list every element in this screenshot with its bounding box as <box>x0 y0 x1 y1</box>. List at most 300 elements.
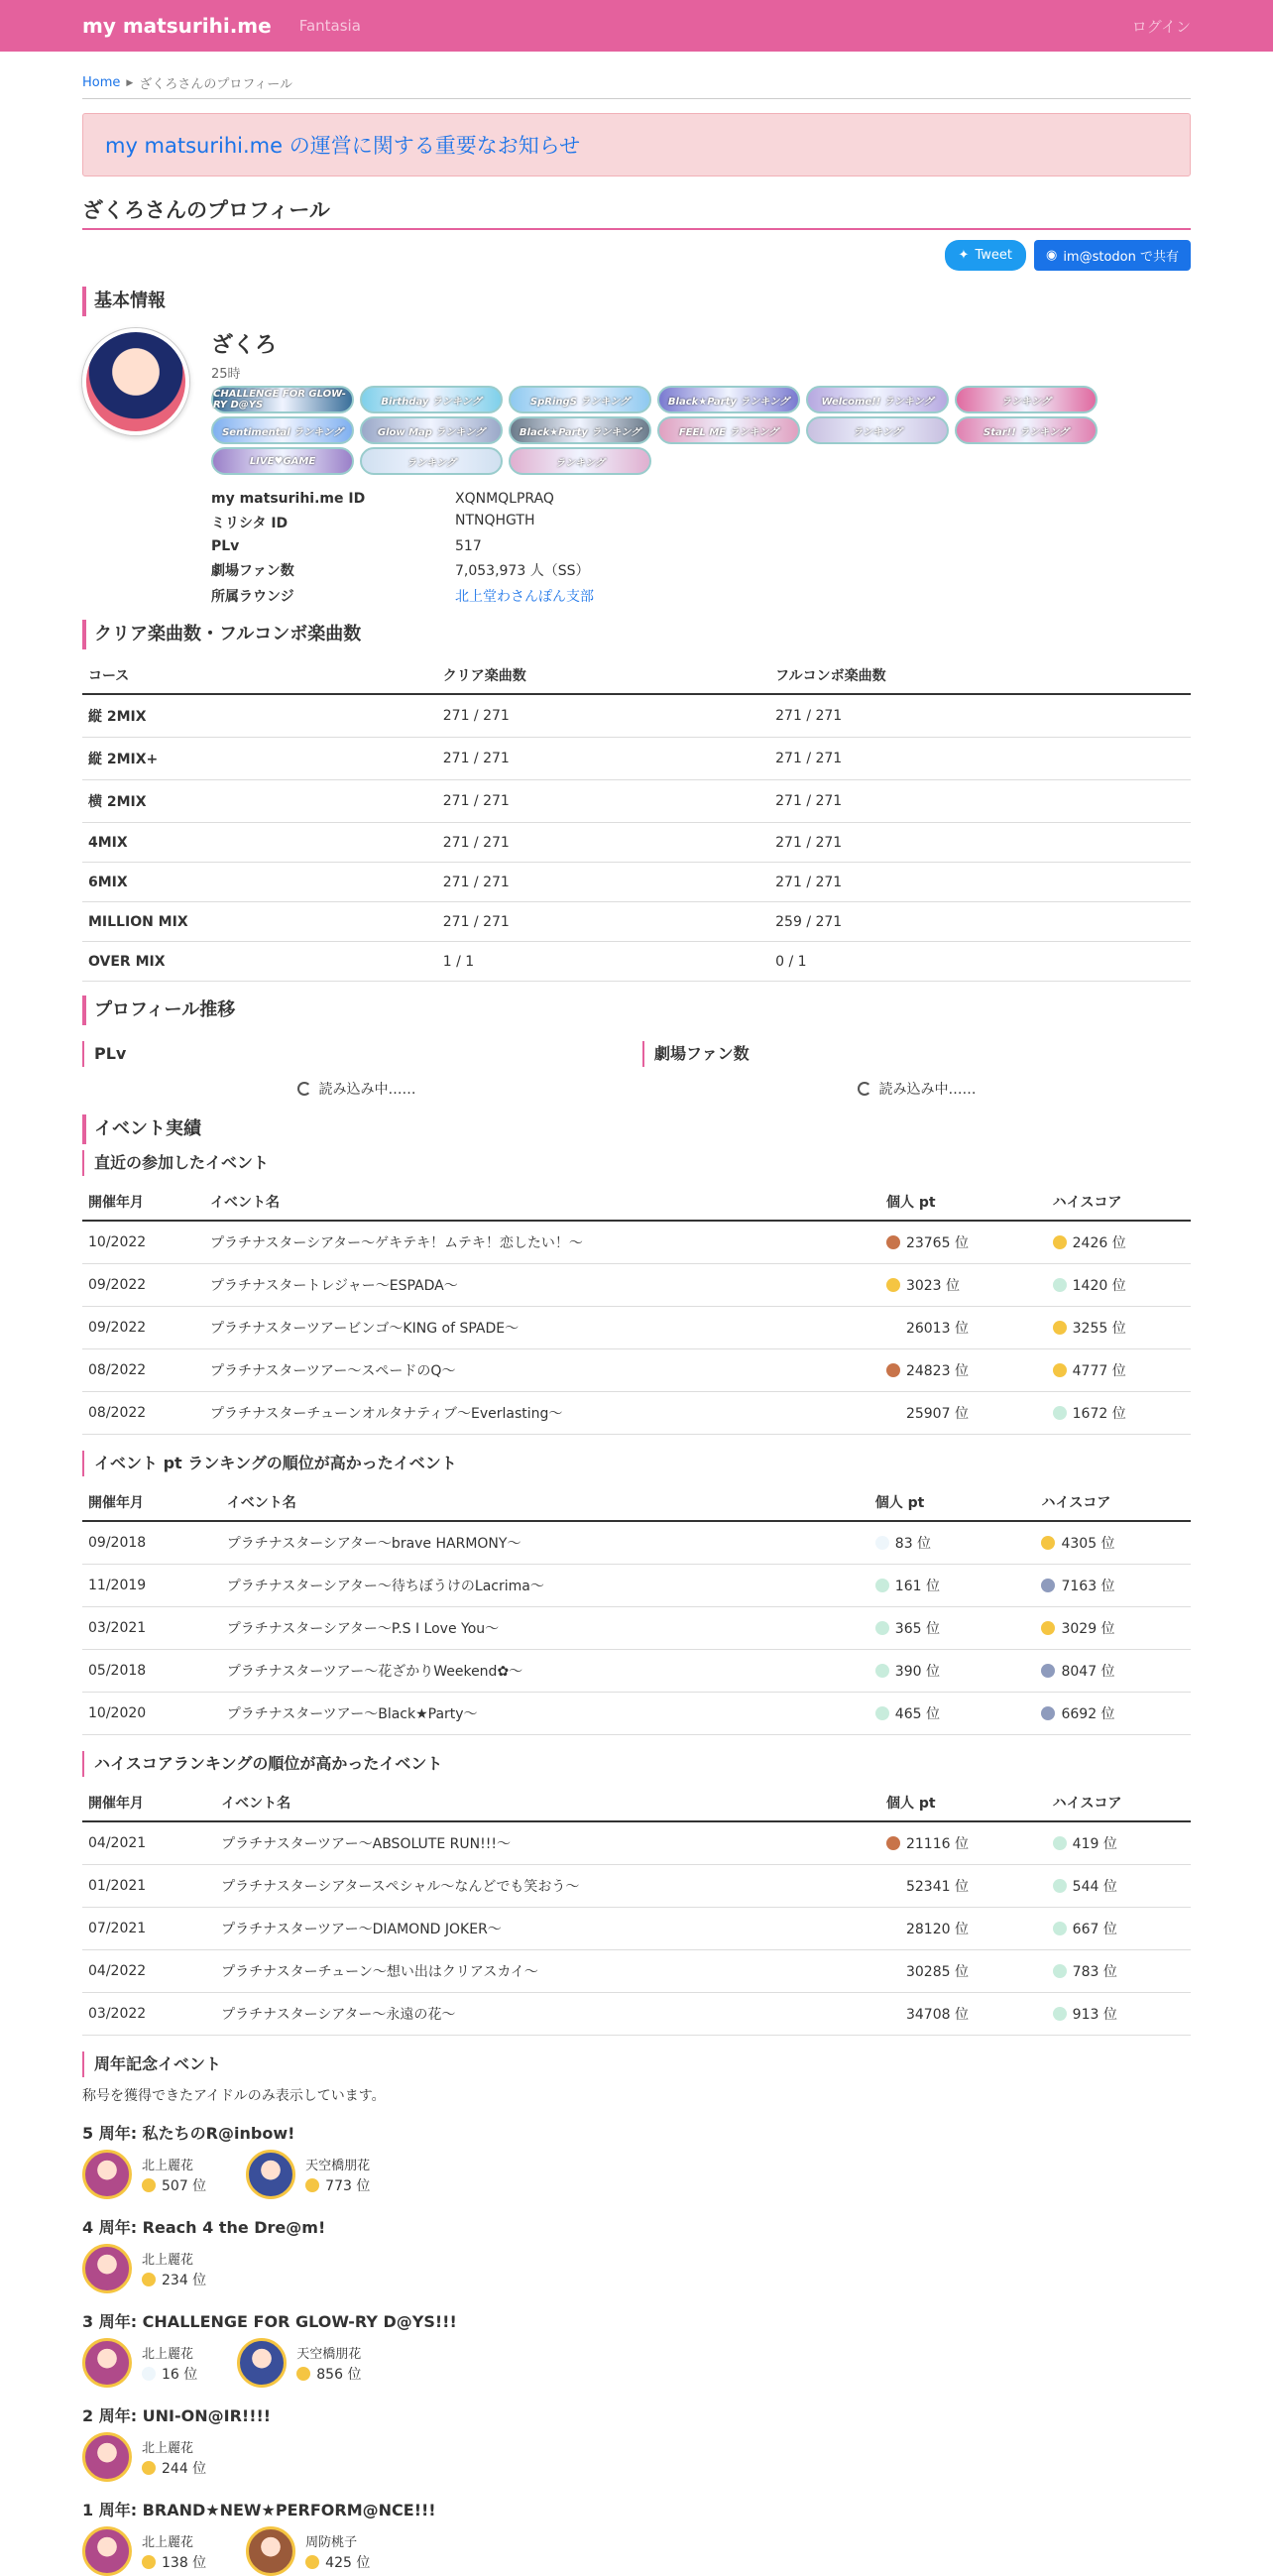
rank-value: 856 位 <box>316 2366 362 2383</box>
hs-rank-table <box>82 1785 1191 2036</box>
medal-icon <box>886 2007 900 2021</box>
rank-value: 21116 位 <box>905 1836 969 1852</box>
column-header: イベント名 <box>215 1785 880 1821</box>
profile-card <box>82 328 1191 606</box>
table-cell: 259 / 271 <box>769 902 1191 942</box>
pt-rank-table <box>82 1484 1191 1735</box>
rank-value: 25907 位 <box>905 1406 969 1422</box>
event-date: 03/2021 <box>82 1607 221 1650</box>
rank-cell <box>880 1307 1047 1349</box>
table-row <box>82 1565 1191 1607</box>
event-name-cell <box>221 1693 869 1735</box>
idol-item[interactable] <box>82 2150 206 2199</box>
column-header: 個人 pt <box>880 1184 1047 1221</box>
title-badge[interactable]: Sentimental ランキング <box>211 416 354 444</box>
fans-chart-heading: 劇場ファン数 <box>642 1041 1191 1067</box>
rank-cell <box>1035 1521 1191 1565</box>
rank-cell <box>880 1221 1047 1264</box>
medal-icon <box>886 1836 900 1850</box>
idol-rank <box>296 2364 361 2384</box>
rank-value: 24823 位 <box>905 1363 969 1379</box>
trend-charts <box>82 1041 1191 1099</box>
idol-avatar <box>237 2338 287 2388</box>
info-value: 7,053,973 人（SS） <box>455 563 590 579</box>
share-buttons <box>82 240 1191 271</box>
rank-value: 3023 位 <box>905 1278 961 1294</box>
table-row <box>82 1607 1191 1650</box>
event-link[interactable]: プラチナスターツアー〜DIAMOND JOKER〜 <box>221 1922 502 1937</box>
rank-cell <box>1035 1693 1191 1735</box>
medal-icon <box>886 1964 900 1978</box>
anniversary-title: 2 周年: UNI-ON@IR!!!! <box>82 2406 272 2425</box>
table-row <box>82 780 1191 823</box>
rank-value: 1672 位 <box>1072 1406 1126 1422</box>
recent-events-table <box>82 1184 1191 1435</box>
rank-value: 244 位 <box>162 2460 207 2477</box>
notice-link[interactable]: my matsurihi.me の運営に関する重要なお知らせ <box>105 134 581 158</box>
column-header: フルコンボ楽曲数 <box>769 657 1191 694</box>
rank-cell <box>1047 1221 1191 1264</box>
idol-text <box>142 2343 197 2384</box>
loading-text: 読み込み中…… <box>878 1082 977 1098</box>
rank-value: 6692 位 <box>1061 1706 1115 1722</box>
rank-value: 8047 位 <box>1061 1664 1115 1680</box>
idol-item[interactable] <box>82 2432 206 2482</box>
event-name-cell <box>204 1392 880 1435</box>
title-badge[interactable]: ランキング <box>806 416 949 444</box>
rank-cell <box>1047 1821 1191 1865</box>
idol-name: 天空橋朋花 <box>296 2346 362 2362</box>
rank-value: 419 位 <box>1072 1836 1117 1852</box>
idol-rank <box>142 2175 206 2195</box>
info-value: 517 <box>455 538 482 554</box>
medal-icon <box>875 1706 889 1720</box>
avatar <box>82 328 189 435</box>
idol-avatar <box>82 2338 132 2388</box>
table-cell: OVER MIX <box>82 942 437 982</box>
rank-value: 30285 位 <box>905 1964 969 1980</box>
table-cell: 6MIX <box>82 863 437 902</box>
event-link[interactable]: プラチナスターツアー〜スペードのQ〜 <box>209 1363 456 1379</box>
breadcrumb-current: ざくろさんのプロフィール <box>139 77 293 92</box>
title-badge[interactable]: CHALLENGE FOR GLOW-RY D@YS <box>211 386 354 413</box>
title-badge[interactable]: LIVE♥GAME <box>211 447 354 475</box>
column-header: イベント名 <box>204 1184 880 1221</box>
table-cell: 0 / 1 <box>769 942 1191 982</box>
rank-value: 465 位 <box>894 1706 940 1722</box>
event-name-cell <box>204 1349 880 1392</box>
medal-icon <box>142 2555 156 2569</box>
table-cell: 縦 2MIX <box>82 694 437 738</box>
idol-name: 北上麗花 <box>142 2534 194 2550</box>
table-row <box>82 1307 1191 1349</box>
table-row <box>82 1950 1191 1993</box>
rank-cell <box>880 1349 1047 1392</box>
table-cell: 4MIX <box>82 823 437 863</box>
medal-icon <box>305 2555 319 2569</box>
rank-value: 34708 位 <box>905 2007 969 2023</box>
idol-name: 北上麗花 <box>142 2346 194 2362</box>
medal-icon <box>1053 1406 1067 1420</box>
event-link[interactable]: プラチナスターツアー〜Black★Party〜 <box>226 1706 478 1722</box>
title-badge[interactable]: Welcome!! ランキング <box>806 386 949 413</box>
title-badge[interactable]: ランキング <box>955 386 1098 413</box>
column-header: 開催年月 <box>82 1484 221 1521</box>
event-date: 05/2018 <box>82 1650 221 1693</box>
idol-avatar <box>246 2526 295 2576</box>
event-name-cell <box>215 1950 880 1993</box>
tweet-button[interactable] <box>945 240 1026 271</box>
rank-cell <box>869 1565 1036 1607</box>
event-date: 08/2022 <box>82 1349 204 1392</box>
event-date: 07/2021 <box>82 1908 215 1950</box>
medal-icon <box>886 1278 900 1292</box>
rank-cell <box>1047 1865 1191 1908</box>
table-cell: 271 / 271 <box>769 863 1191 902</box>
rank-value: 390 位 <box>894 1664 940 1680</box>
column-header: 個人 pt <box>869 1484 1036 1521</box>
event-name-cell <box>221 1607 869 1650</box>
rank-value: 913 位 <box>1072 2007 1117 2023</box>
rank-cell <box>869 1693 1036 1735</box>
medal-icon <box>142 2461 156 2475</box>
rank-value: 161 位 <box>894 1579 940 1594</box>
event-date: 08/2022 <box>82 1392 204 1435</box>
medal-icon <box>1053 1235 1067 1249</box>
event-date: 01/2021 <box>82 1865 215 1908</box>
profile-name: ざくろ <box>211 333 278 358</box>
anniversary-title: 5 周年: 私たちのR@inbow! <box>82 2124 295 2143</box>
plv-loading <box>82 1079 631 1099</box>
event-link[interactable]: プラチナスターシアター〜待ちぼうけのLacrima〜 <box>226 1579 544 1594</box>
anniversary-note: 称号を獲得できたアイドルのみ表示しています。 <box>82 2088 386 2104</box>
anniversary-title: 1 周年: BRAND★NEW★PERFORM@NCE!!! <box>82 2501 436 2519</box>
column-header: 個人 pt <box>880 1785 1047 1821</box>
anniversary-heading: 周年記念イベント <box>82 2051 1191 2077</box>
rank-cell <box>1047 1349 1191 1392</box>
idol-text <box>142 2155 206 2195</box>
medal-icon <box>142 2367 156 2381</box>
plv-chart-heading: PLv <box>82 1041 631 1067</box>
column-header: ハイスコア <box>1047 1184 1191 1221</box>
profile-title: 25時 <box>211 367 241 382</box>
table-cell: MILLION MIX <box>82 902 437 942</box>
table-row <box>82 942 1191 982</box>
event-name-cell <box>204 1264 880 1307</box>
event-name-cell <box>204 1307 880 1349</box>
rank-value: 1420 位 <box>1072 1278 1126 1294</box>
idol-list <box>82 2150 1191 2199</box>
idol-item[interactable] <box>237 2338 361 2388</box>
info-value: NTNQHGTH <box>455 513 535 528</box>
medal-icon <box>1053 1278 1067 1292</box>
table-cell: 271 / 271 <box>437 694 769 738</box>
table-cell: 271 / 271 <box>437 902 769 942</box>
rank-value: 138 位 <box>162 2554 207 2571</box>
table-row <box>82 1908 1191 1950</box>
title-badge[interactable]: Glow Map ランキング <box>360 416 503 444</box>
idol-list <box>82 2338 1191 2388</box>
clear-heading: クリア楽曲数・フルコンボ楽曲数 <box>82 620 1191 649</box>
medal-icon <box>1053 2007 1067 2021</box>
medal-icon <box>1053 1879 1067 1893</box>
table-row <box>82 694 1191 738</box>
anniversary-list <box>82 2121 1191 2576</box>
rank-value: 16 位 <box>162 2366 198 2383</box>
event-date: 09/2022 <box>82 1264 204 1307</box>
column-header: ハイスコア <box>1047 1785 1191 1821</box>
event-name-cell <box>221 1650 869 1693</box>
idol-rank <box>142 2458 206 2478</box>
idol-text <box>142 2249 206 2289</box>
table-row <box>82 1392 1191 1435</box>
fans-loading <box>642 1079 1191 1099</box>
medal-icon <box>1053 1321 1067 1335</box>
title-badge[interactable]: Birthday ランキング <box>360 386 503 413</box>
clear-table <box>82 657 1191 982</box>
rank-value: 23765 位 <box>905 1235 969 1251</box>
table-cell: 271 / 271 <box>769 738 1191 780</box>
info-key: PLv <box>211 538 240 554</box>
event-date: 04/2021 <box>82 1821 215 1865</box>
event-name-cell <box>215 1821 880 1865</box>
title-badge[interactable]: Black★Party ランキング <box>657 386 800 413</box>
rank-cell <box>880 1865 1047 1908</box>
rank-cell <box>1047 1307 1191 1349</box>
table-cell: 271 / 271 <box>437 863 769 902</box>
hs-rank-heading: ハイスコアランキングの順位が高かったイベント <box>82 1751 1191 1777</box>
event-link[interactable]: プラチナスターシアター〜永遠の花〜 <box>221 2007 456 2023</box>
medal-icon <box>1053 1836 1067 1850</box>
table-row <box>82 1349 1191 1392</box>
breadcrumb-home[interactable]: Home <box>82 75 121 90</box>
rank-cell <box>1035 1607 1191 1650</box>
rank-cell <box>1047 1950 1191 1993</box>
pt-rank-heading: イベント pt ランキングの順位が高かったイベント <box>82 1451 1191 1476</box>
table-cell: 271 / 271 <box>437 738 769 780</box>
idol-avatar <box>82 2244 132 2293</box>
rank-value: 52341 位 <box>905 1879 969 1895</box>
rank-value: 4777 位 <box>1072 1363 1126 1379</box>
trend-heading: プロフィール推移 <box>82 995 1191 1025</box>
notice-banner[interactable] <box>82 113 1191 176</box>
spinner-icon <box>297 1082 311 1096</box>
mastodon-share-button[interactable] <box>1034 240 1191 271</box>
rank-value: 507 位 <box>162 2177 207 2194</box>
idol-text <box>305 2531 370 2572</box>
rank-cell <box>880 1821 1047 1865</box>
table-row <box>82 1865 1191 1908</box>
info-value <box>455 586 1191 606</box>
info-key: 劇場ファン数 <box>211 563 294 579</box>
navbar <box>0 0 1273 52</box>
medal-icon <box>875 1536 889 1550</box>
medal-icon <box>886 1879 900 1893</box>
rank-value: 773 位 <box>325 2177 371 2194</box>
idol-name: 北上麗花 <box>142 2158 194 2173</box>
title-badge[interactable]: ランキング <box>509 447 651 475</box>
rank-value: 544 位 <box>1072 1879 1117 1895</box>
medal-icon <box>886 1922 900 1935</box>
medal-icon <box>886 1363 900 1377</box>
title-badges <box>211 386 1123 475</box>
event-date: 09/2022 <box>82 1307 204 1349</box>
column-header: 開催年月 <box>82 1184 204 1221</box>
rank-cell <box>1047 1908 1191 1950</box>
table-row <box>82 902 1191 942</box>
event-name-cell <box>204 1221 880 1264</box>
event-link[interactable]: プラチナスターシアター〜brave HARMONY〜 <box>226 1536 521 1552</box>
event-link[interactable]: プラチナスターツアー〜ABSOLUTE RUN!!!〜 <box>221 1836 511 1852</box>
table-row <box>82 1221 1191 1264</box>
events-heading: イベント実績 <box>82 1114 1191 1144</box>
table-row <box>82 738 1191 780</box>
event-date: 10/2020 <box>82 1693 221 1735</box>
rank-value: 3255 位 <box>1072 1321 1126 1337</box>
info-key: 所属ラウンジ <box>211 589 294 605</box>
medal-icon <box>1041 1536 1055 1550</box>
rank-cell <box>880 1264 1047 1307</box>
idol-avatar <box>82 2526 132 2576</box>
rank-value: 2426 位 <box>1072 1235 1126 1251</box>
table-cell: 271 / 271 <box>769 823 1191 863</box>
event-link[interactable]: プラチナスターシアター〜P.S I Love You〜 <box>226 1621 500 1637</box>
nav-link-fantasia[interactable]: Fantasia <box>298 17 361 35</box>
rank-cell <box>880 1908 1047 1950</box>
info-value: XQNMQLPRAQ <box>455 491 554 507</box>
table-cell: 271 / 271 <box>437 823 769 863</box>
table-cell: 横 2MIX <box>82 780 437 823</box>
rank-value: 783 位 <box>1072 1964 1117 1980</box>
idol-list <box>82 2432 1191 2482</box>
idol-rank <box>305 2552 370 2572</box>
event-link[interactable]: プラチナスターツアー〜花ざかりWeekend✿〜 <box>226 1664 523 1680</box>
rank-cell <box>880 1993 1047 2036</box>
rank-value: 234 位 <box>162 2272 207 2288</box>
rank-value: 7163 位 <box>1061 1579 1115 1594</box>
event-name-cell <box>215 1865 880 1908</box>
mastodon-icon: ◉ <box>1045 248 1058 263</box>
idol-rank <box>142 2364 197 2384</box>
table-row <box>82 1993 1191 2036</box>
event-link[interactable]: プラチナスターチューンオルタナティブ〜Everlasting〜 <box>209 1406 563 1422</box>
medal-icon <box>1053 1964 1067 1978</box>
table-row <box>82 823 1191 863</box>
rank-value: 365 位 <box>894 1621 940 1637</box>
idol-name: 北上麗花 <box>142 2252 194 2268</box>
event-date: 09/2018 <box>82 1521 221 1565</box>
idol-rank <box>305 2175 370 2195</box>
idol-item[interactable] <box>246 2526 370 2576</box>
rank-value: 83 位 <box>894 1536 932 1552</box>
medal-icon <box>1041 1664 1055 1678</box>
profile-info <box>211 491 1191 606</box>
rank-value: 26013 位 <box>905 1321 969 1337</box>
medal-icon <box>886 1406 900 1420</box>
column-header: ハイスコア <box>1035 1484 1191 1521</box>
medal-icon <box>1041 1621 1055 1635</box>
title-badge[interactable]: ランキング <box>360 447 503 475</box>
page-title: ざくろさんのプロフィール <box>82 194 1191 230</box>
basic-info-heading: 基本情報 <box>82 287 1191 316</box>
idol-list <box>82 2526 1191 2576</box>
recent-events-heading: 直近の参加したイベント <box>82 1150 1191 1176</box>
idol-avatar <box>82 2432 132 2482</box>
idol-avatar <box>82 2150 132 2199</box>
title-badge[interactable]: Star!! ランキング <box>955 416 1098 444</box>
table-row <box>82 1650 1191 1693</box>
medal-icon <box>875 1579 889 1592</box>
event-link[interactable]: プラチナスターツアービンゴ〜KING of SPADE〜 <box>209 1321 520 1337</box>
tweet-label: Tweet <box>975 248 1012 263</box>
rank-value: 667 位 <box>1072 1922 1117 1937</box>
title-badge[interactable]: SpRingS ランキング <box>509 386 651 413</box>
idol-text <box>142 2437 206 2478</box>
rank-value: 28120 位 <box>905 1922 969 1937</box>
medal-icon <box>875 1621 889 1635</box>
idol-item[interactable] <box>82 2526 206 2576</box>
event-link[interactable]: プラチナスターシアター〜ゲキテキ！ムテキ！恋したい！〜 <box>209 1235 583 1251</box>
column-header: コース <box>82 657 437 694</box>
table-row <box>82 1693 1191 1735</box>
medal-icon <box>1041 1579 1055 1592</box>
medal-icon <box>886 1235 900 1249</box>
table-row <box>82 1264 1191 1307</box>
idol-list <box>82 2244 1191 2293</box>
event-name-cell <box>215 1993 880 2036</box>
main-container <box>0 73 1273 2576</box>
event-name-cell <box>221 1565 869 1607</box>
idol-rank <box>142 2270 206 2289</box>
event-link[interactable]: プラチナスタートレジャー〜ESPADA〜 <box>209 1278 458 1294</box>
anniversary-title: 3 周年: CHALLENGE FOR GLOW-RY D@YS!!! <box>82 2312 457 2331</box>
title-badge[interactable]: Black★Party ランキング <box>509 416 651 444</box>
event-link[interactable]: プラチナスターチューン〜想い出はクリアスカイ〜 <box>221 1964 538 1980</box>
brand-link[interactable]: my matsurihi.me <box>82 14 272 38</box>
lounge-link[interactable]: 北上堂わさんぽん支部 <box>455 589 594 605</box>
rank-value: 425 位 <box>325 2554 371 2571</box>
rank-value: 3029 位 <box>1061 1621 1115 1637</box>
idol-avatar <box>246 2150 295 2199</box>
idol-item[interactable] <box>246 2150 370 2199</box>
column-header: クリア楽曲数 <box>437 657 769 694</box>
rank-cell <box>1047 1993 1191 2036</box>
mastodon-label: im@stodon で共有 <box>1063 250 1179 265</box>
idol-text <box>296 2343 361 2384</box>
column-header: 開催年月 <box>82 1785 215 1821</box>
rank-cell <box>869 1521 1036 1565</box>
twitter-bird-icon: ✦ <box>958 248 970 263</box>
medal-icon <box>142 2273 156 2286</box>
idol-item[interactable] <box>82 2338 197 2388</box>
idol-name: 周防桃子 <box>305 2534 358 2550</box>
title-badge[interactable]: FEEL ME ランキング <box>657 416 800 444</box>
event-link[interactable]: プラチナスターシアタースペシャル〜なんどでも笑おう〜 <box>221 1879 580 1895</box>
table-row <box>82 863 1191 902</box>
medal-icon <box>142 2178 156 2192</box>
breadcrumb-chevron-icon: ▶ <box>126 77 134 88</box>
info-key: ミリシタ ID <box>211 516 289 531</box>
medal-icon <box>875 1664 889 1678</box>
idol-item[interactable] <box>82 2244 206 2293</box>
event-date: 10/2022 <box>82 1221 204 1264</box>
event-date: 04/2022 <box>82 1950 215 1993</box>
rank-cell <box>1035 1565 1191 1607</box>
event-date: 11/2019 <box>82 1565 221 1607</box>
info-key: my matsurihi.me ID <box>211 491 366 507</box>
rank-value: 4305 位 <box>1061 1536 1115 1552</box>
login-link[interactable]: ログイン <box>1131 17 1191 36</box>
